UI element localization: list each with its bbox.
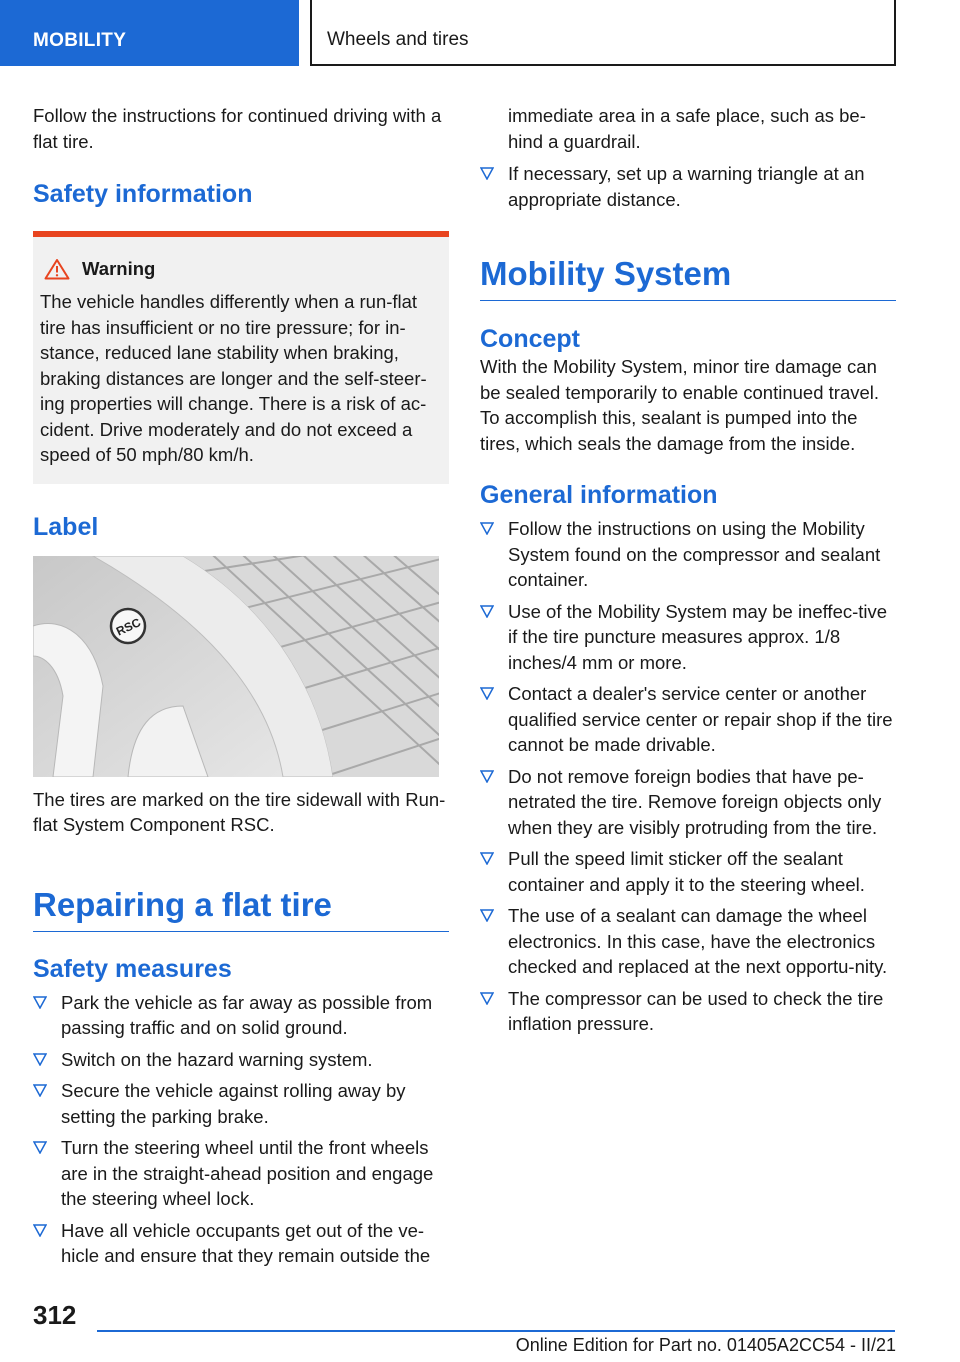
bullet-triangle-icon [480, 770, 494, 783]
bullet-triangle-icon [33, 996, 47, 1009]
bullet-triangle-icon [33, 1084, 47, 1097]
tire-sidewall-image [33, 556, 439, 777]
left-column [33, 100, 449, 1275]
list-item: Use of the Mobility System may be ineffec-tive if the tire puncture measures approx. 1/8 inches/4 mm or more. [480, 599, 896, 676]
list-item: Do not remove foreign bodies that have pe-netrated the tire. Remove foreign objects only when they are visibly protruding from the tire. [480, 764, 896, 841]
section-title: MOBILITY [33, 30, 127, 51]
warning-box [33, 231, 449, 484]
safety-information-heading: Safety information [33, 180, 253, 208]
bullet-triangle-icon [33, 1224, 47, 1237]
chapter-tab [310, 0, 896, 66]
intro-paragraph: Follow the instructions for continued driving with a flat tire. [33, 105, 442, 152]
concept-heading: Concept [480, 325, 580, 353]
safety-measures-list-continued [480, 103, 896, 212]
section-tab [0, 0, 299, 66]
bullet-triangle-icon [33, 1053, 47, 1066]
list-item: Secure the vehicle against rolling away by setting the parking brake. [33, 1078, 449, 1129]
mobility-system-heading: Mobility System [480, 254, 896, 301]
list-item: Pull the speed limit sticker off the sealant container and apply it to the steering wheel. [480, 846, 896, 897]
edition-note: Online Edition for Part no. 01405A2CC54 - II/21 [515, 1335, 896, 1355]
list-item: Turn the steering wheel until the front wheels are in the straight-ahead position and engage the steering wheel lock. [33, 1135, 449, 1212]
safety-measures-heading: Safety measures [33, 954, 232, 983]
list-item: Follow the instructions on using the Mobility System found on the compressor and sealant container. [480, 516, 896, 593]
page-number: 312 [33, 1300, 77, 1330]
bullet-triangle-icon [480, 522, 494, 535]
list-item: If necessary, set up a warning triangle at an appropriate distance. [480, 161, 896, 212]
bullet-triangle-icon [480, 992, 494, 1005]
repairing-flat-tire-heading: Repairing a flat tire [33, 885, 449, 932]
list-item: The use of a sealant can damage the wheel electronics. In this case, have the electronics checked and replaced at the next opportu-nity. [480, 903, 896, 980]
list-item-continued: immediate area in a safe place, such as be-hind a guardrail. [508, 105, 866, 152]
list-item: Switch on the hazard warning system. [33, 1047, 449, 1073]
general-information-heading: General information [480, 481, 718, 509]
label-text: The tires are marked on the tire sidewall with Run-flat System Component RSC. [33, 788, 446, 835]
warning-text: The vehicle handles differently when a run-flat tire has insufficient or no tire pressure; for in-stance, reduced lane stability when braking, braking distances are longer and the self-steer-ing properties will change. There is a risk of ac-cident. Drive moderately and do not exceed a speed of 50 mph/80 km/h. [40, 291, 427, 465]
rsc-tire-illustration [33, 556, 439, 777]
bullet-triangle-icon [480, 852, 494, 865]
right-column [480, 100, 896, 1043]
list-item: The compressor can be used to check the tire inflation pressure. [480, 986, 896, 1037]
warning-triangle-icon [44, 258, 70, 280]
general-information-list [480, 516, 896, 1037]
footer-rule [97, 1330, 895, 1332]
bullet-triangle-icon [33, 1141, 47, 1154]
label-heading: Label [33, 512, 99, 541]
list-item: Have all vehicle occupants get out of the ve-hicle and ensure that they remain outside the [33, 1218, 449, 1269]
warning-label: Warning [82, 258, 156, 279]
bullet-triangle-icon [480, 605, 494, 618]
list-item: Park the vehicle as far away as possible from passing traffic and on solid ground. [33, 990, 449, 1041]
bullet-triangle-icon [480, 687, 494, 700]
concept-text: With the Mobility System, minor tire damage can be sealed temporarily to enable continued travel. To accomplish this, sealant is pumped into the tires, which seals the damage from the inside. [480, 356, 880, 454]
chapter-title: Wheels and tires [327, 29, 469, 50]
warning-title [40, 255, 441, 283]
bullet-triangle-icon [480, 909, 494, 922]
list-item: Contact a dealer's service center or another qualified service center or repair shop if the tire cannot be made drivable. [480, 681, 896, 758]
bullet-triangle-icon [480, 167, 494, 180]
safety-measures-list [33, 990, 449, 1269]
rsc-emblem-text: RSC [113, 614, 143, 639]
